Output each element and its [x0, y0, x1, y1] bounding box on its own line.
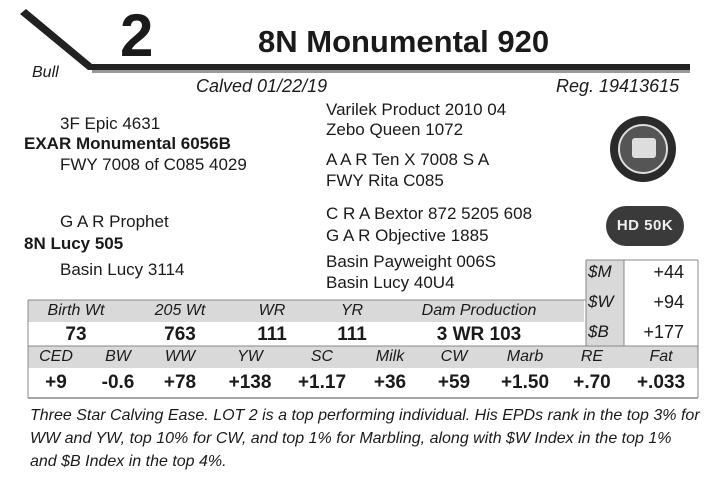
index-value-m: +44 — [653, 262, 684, 282]
perf-value-birth-wt: 73 — [65, 324, 87, 345]
perf-header-yr: YR — [340, 302, 364, 319]
sex-label: Bull — [32, 64, 59, 81]
epd-value-ced: +9 — [45, 372, 67, 393]
epd-value-marb: +1.50 — [500, 372, 550, 393]
perf-value-wr: 111 — [257, 324, 287, 345]
dam-sire-dam: G A R Objective 1885 — [326, 226, 489, 245]
epd-value-milk: +36 — [373, 372, 407, 393]
lot-description: Three Star Calving Ease. LOT 2 is a top performing individual. His EPDs rank in the top 3% for WW and YW, top 10% for CW, and top 1% for Marbling, along with $W Index in the top 1% and $B Index in the top 4%. — [30, 407, 700, 470]
epd-header-ced: CED — [39, 348, 73, 365]
dam-sire: G A R Prophet — [60, 212, 169, 231]
perf-value-yr: 111 — [337, 324, 367, 345]
epd-value-sc: +1.17 — [297, 372, 347, 393]
epd-value-ww: +78 — [163, 372, 197, 393]
sire-sire-dam: Zebo Queen 1072 — [326, 120, 464, 139]
perf-header-birth-wt: Birth Wt — [47, 302, 105, 319]
hd50k-logo-icon: HD 50K — [606, 206, 684, 246]
dam-dam: Basin Lucy 3114 — [60, 260, 185, 279]
sire-dam-sire: A A R Ten X 7008 S A — [326, 150, 490, 169]
index-value-w: +94 — [653, 292, 684, 312]
perf-header-205-wt: 205 Wt — [154, 302, 206, 319]
perf-header-dam-production: Dam Production — [421, 302, 537, 319]
sire-sire-sire: Varilek Product 2010 04 — [326, 100, 507, 119]
epd-header-fat: Fat — [649, 348, 673, 365]
epd-value-bw: -0.6 — [101, 372, 135, 393]
epd-value-yw: +138 — [228, 372, 272, 393]
sire-dam-dam: FWY Rita C085 — [326, 171, 444, 190]
dam-dam-dam: Basin Lucy 40U4 — [326, 273, 455, 292]
epd-header-bw: BW — [105, 348, 131, 365]
sire-sire: 3F Epic 4631 — [60, 114, 161, 133]
dam-dam-sire: Basin Payweight 006S — [326, 252, 497, 271]
sire: EXAR Monumental 6056B — [24, 134, 231, 153]
epd-header-re: RE — [580, 348, 604, 365]
epd-header-cw: CW — [440, 348, 468, 365]
index-value-b: +177 — [643, 322, 684, 342]
epd-header-ww: WW — [164, 348, 196, 365]
index-label-m: $M — [588, 262, 612, 281]
sire-dam: FWY 7008 of C085 4029 — [60, 155, 247, 174]
perf-value-dam-production: 3 WR 103 — [436, 324, 522, 345]
dam-sire-sire: C R A Bextor 872 5205 608 — [326, 204, 533, 223]
epd-header-marb: Marb — [506, 348, 544, 365]
epd-header-sc: SC — [310, 348, 334, 365]
epd-header-yw: YW — [237, 348, 263, 365]
epd-value-re: +.70 — [573, 372, 611, 393]
lot-number: 2 — [120, 2, 154, 69]
index-label-w: $W — [588, 292, 614, 311]
perf-header-wr: WR — [258, 302, 286, 319]
calved-date: Calved 01/22/19 — [196, 76, 328, 96]
animal-name: 8N Monumental 920 — [258, 24, 550, 59]
epd-header-milk: Milk — [375, 348, 405, 365]
registration-number: Reg. 19413615 — [556, 76, 680, 96]
index-label-b: $B — [588, 322, 609, 341]
epd-value-fat: +.033 — [636, 372, 686, 393]
perf-value-205-wt: 763 — [164, 324, 196, 345]
epd-value-cw: +59 — [437, 372, 471, 393]
dam: 8N Lucy 505 — [24, 234, 124, 253]
